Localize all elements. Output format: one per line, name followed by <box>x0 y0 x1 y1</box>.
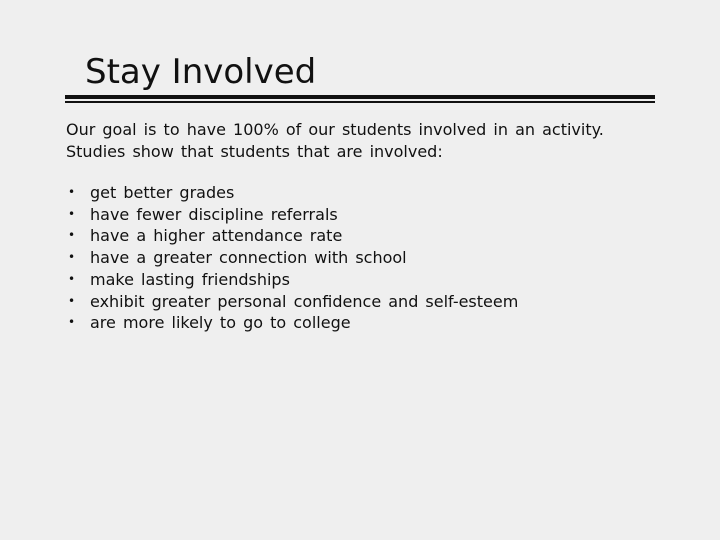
list-item <box>66 225 666 247</box>
list-item <box>66 247 666 269</box>
bullet-list <box>66 182 666 334</box>
intro-line: Studies show that students that are involved: <box>66 142 443 161</box>
list-item-text: get better grades <box>90 183 235 202</box>
list-item-text: are more likely to go to college <box>90 313 351 333</box>
list-item-text: make lasting friendships <box>90 269 290 289</box>
list-item <box>66 182 666 204</box>
bullet-icon: • <box>68 185 76 199</box>
intro-text <box>66 119 666 163</box>
list-item-text: have a higher attendance rate <box>90 226 343 246</box>
list-item <box>66 312 666 334</box>
list-item <box>66 291 666 313</box>
list-item <box>66 204 666 226</box>
list-item-text: have a greater connection with school <box>90 248 407 268</box>
bullet-icon: • <box>68 315 76 330</box>
bullet-icon: • <box>68 293 76 308</box>
bullet-icon: • <box>68 250 76 265</box>
list-item-text: have fewer discipline referrals <box>90 204 338 224</box>
list-item-text: exhibit greater personal confidence and self-esteem <box>90 291 519 311</box>
title-underline-thick <box>65 95 655 99</box>
intro-line: Our goal is to have 100% of our students involved in an activity. <box>66 120 604 139</box>
slide-title: Stay Involved <box>85 52 317 92</box>
bullet-icon: • <box>68 206 76 221</box>
title-underline-thin <box>65 101 655 103</box>
bullet-icon: • <box>68 271 76 286</box>
list-item <box>66 269 666 291</box>
bullet-icon: • <box>68 228 76 243</box>
